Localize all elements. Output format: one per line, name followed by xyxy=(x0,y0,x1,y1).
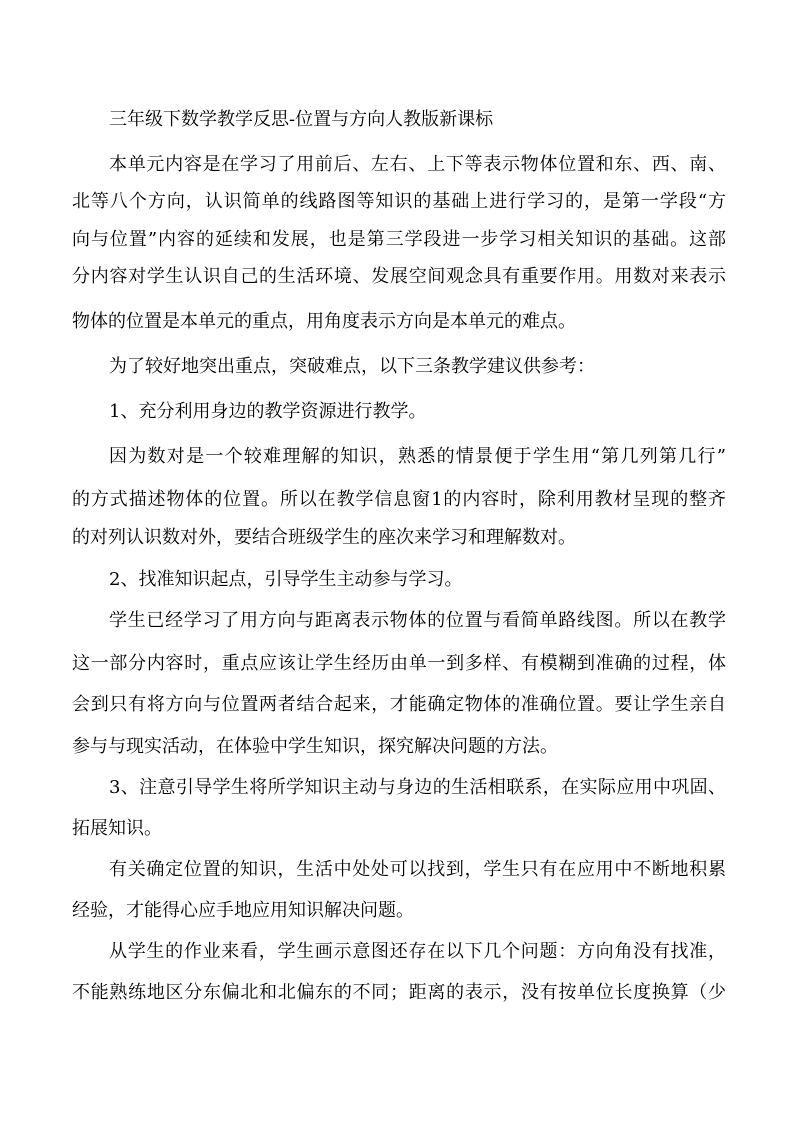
paragraph-line: 会到只有将方向与位置两者结合起来，才能确定物体的准确位置。要让学生亲自 xyxy=(72,694,726,715)
paragraph-line: 经验，才能得心应手地应用知识解决问题。 xyxy=(72,900,414,921)
paragraph-line: 因为数对是一个较难理解的知识，熟悉的情景便于学生用“第几列第几行” xyxy=(109,446,726,467)
paragraph-line: 的方式描述物体的位置。所以在教学信息窗1的内容时，除利用教材呈现的整齐 xyxy=(72,489,726,510)
paragraph-line: 北等八个方向，认识简单的线路图等知识的基础上进行学习的，是第一学段“方 xyxy=(72,191,726,212)
paragraph-line: 学生已经学习了用方向与距离表示物体的位置与看简单路线图。所以在教学 xyxy=(109,610,726,631)
paragraph-line: 参与与现实活动，在体验中学生知识，探究解决问题的方法。 xyxy=(72,736,558,757)
paragraph-line: 物体的位置是本单元的重点，用角度表示方向是本单元的难点。 xyxy=(72,311,576,332)
paragraph-line: 不能熟练地区分东偏北和北偏东的不同；距离的表示，没有按单位长度换算（少 xyxy=(72,982,726,1003)
suggestion-heading: 1、充分利用身边的教学资源进行教学。 xyxy=(109,401,427,422)
paragraph-line: 拓展知识。 xyxy=(72,818,162,839)
paragraph-line: 的对列认识数对外，要结合班级学生的座次来学习和理解数对。 xyxy=(72,527,576,548)
suggestion-heading: 3、注意引导学生将所学知识主动与身边的生活相联系，在实际应用中巩固、 xyxy=(109,777,726,798)
paragraph-line: 有关确定位置的知识，生活中处处可以找到，学生只有在应用中不断地积累 xyxy=(109,859,726,880)
paragraph-line: 向与位置”内容的延续和发展，也是第三学段进一步学习相关知识的基础。这部 xyxy=(72,229,726,250)
paragraph-line: 这一部分内容时，重点应该让学生经历由单一到多样、有模糊到准确的过程，体 xyxy=(72,653,726,674)
paragraph-line: 从学生的作业来看，学生画示意图还存在以下几个问题：方向角没有找准， xyxy=(109,941,726,962)
suggestion-heading: 2、找准知识起点，引导学生主动参与学习。 xyxy=(109,569,463,590)
paragraph-line: 本单元内容是在学习了用前后、左右、上下等表示物体位置和东、西、南、 xyxy=(109,154,726,175)
document-title: 三年级下数学教学反思-位置与方向人教版新课标 xyxy=(109,109,494,130)
paragraph-line: 为了较好地突出重点，突破难点，以下三条教学建议供参考： xyxy=(109,356,595,377)
paragraph-line: 分内容对学生认识自己的生活环境、发展空间观念具有重要作用。用数对来表示 xyxy=(72,266,726,287)
